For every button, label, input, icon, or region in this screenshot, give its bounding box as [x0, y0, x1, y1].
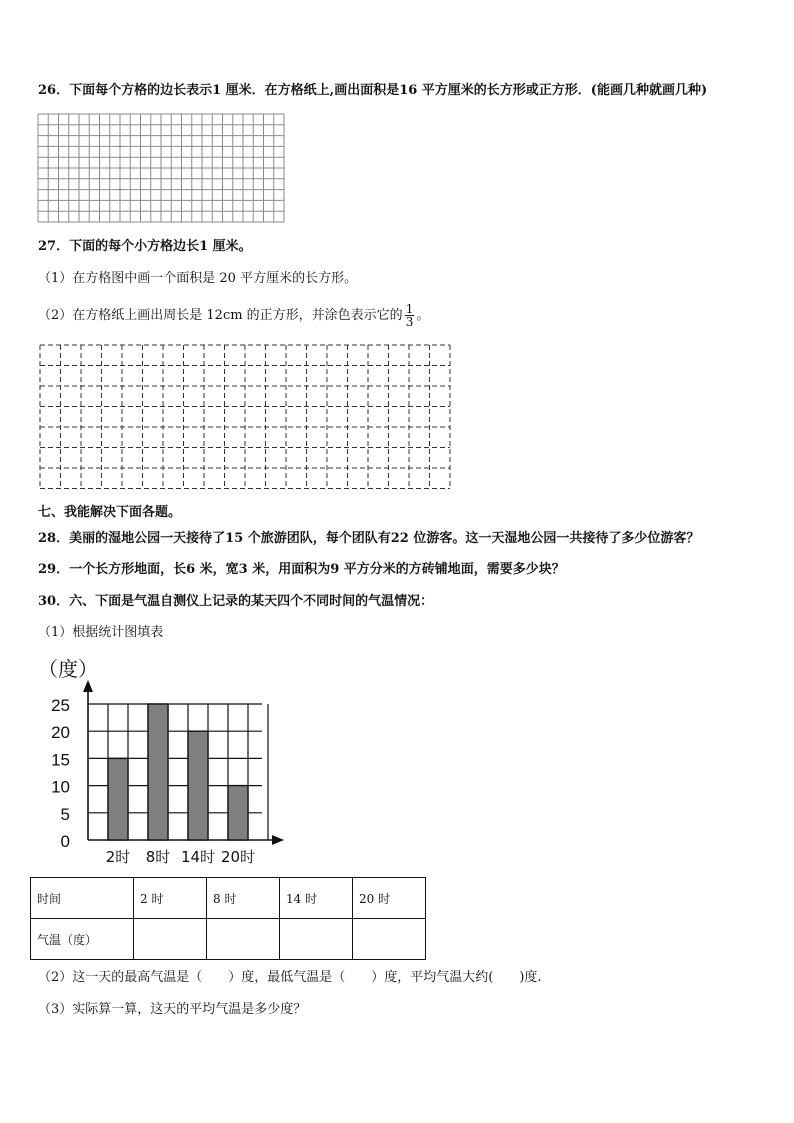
q27-part1: （1）在方格图中画一个面积是 20 平方厘米的长方形。 — [38, 271, 358, 286]
y-tick-label: 5 — [60, 804, 70, 824]
bar — [108, 758, 128, 840]
y-axis-label: （度） — [38, 657, 98, 681]
bar — [228, 786, 248, 840]
fraction-denominator: 3 — [405, 315, 414, 329]
table-label-temperature: 气温（度） — [31, 919, 134, 960]
table-header-2: 2 时 — [134, 878, 207, 919]
y-tick-label: 10 — [51, 777, 70, 797]
table-header-14: 14 时 — [280, 878, 353, 919]
q27-text: 27．下面的每个小方格边长1 厘米。 — [38, 239, 252, 254]
y-tick-label: 20 — [51, 723, 70, 743]
q28-text: 28．美丽的湿地公园一天接待了15 个旅游团队，每个团队有22 位游客。这一天湿地公园一共接待了多少位游客？ — [38, 531, 700, 546]
temperature-bar-chart — [30, 650, 290, 870]
fraction-one-third — [405, 303, 415, 328]
x-tick-label: 2时 — [105, 848, 131, 866]
table-row — [31, 878, 426, 919]
q30-text: 30．六、下面是气温自测仪上记录的某天四个不同时间的气温情况： — [38, 594, 434, 609]
table-input-20[interactable] — [353, 919, 426, 960]
grid-paper-26[interactable] — [38, 114, 286, 224]
grid-paper-27[interactable] — [40, 345, 454, 491]
x-tick-label: 8时 — [145, 848, 171, 866]
temperature-table — [30, 877, 426, 960]
y-axis-arrow-icon — [83, 680, 93, 692]
table-input-14[interactable] — [280, 919, 353, 960]
y-tick-label: 0 — [60, 832, 70, 851]
table-input-8[interactable] — [207, 919, 280, 960]
y-tick-label: 25 — [51, 696, 70, 715]
q30-part3: （3）实际算一算，这天的平均气温是多少度？ — [38, 1002, 307, 1017]
table-input-2[interactable] — [134, 919, 207, 960]
section-7-heading: 七、我能解决下面各题。 — [38, 505, 182, 520]
x-axis-arrow-icon — [272, 835, 284, 845]
q27-part2 — [38, 303, 429, 328]
x-tick-label: 20时 — [220, 848, 256, 866]
x-tick-label: 14时 — [180, 848, 216, 866]
table-label-time: 时间 — [31, 878, 134, 919]
bar — [148, 704, 168, 840]
q30-part1: （1）根据统计图填表 — [38, 625, 164, 640]
table-row — [31, 919, 426, 960]
q27-part2-text: （2）在方格纸上画出周长是 12cm 的正方形，并涂色表示它的 — [38, 308, 403, 323]
q27-part2-end: 。 — [416, 308, 430, 323]
fraction-numerator: 1 — [405, 302, 414, 316]
bar — [188, 731, 208, 840]
y-tick-label: 15 — [51, 750, 70, 770]
q30-part2: （2）这一天的最高气温是（ ）度，最低气温是（ ）度，平均气温大约( )度. — [38, 970, 542, 985]
q26-text: 26．下面每个方格的边长表示1 厘米．在方格纸上,画出面积是16 平方厘米的长方形或正方形．(能画几种就画几种) — [38, 83, 708, 98]
table-header-8: 8 时 — [207, 878, 280, 919]
q29-text: 29．一个长方形地面，长6 米，宽3 米，用面积为9 平方分米的方砖铺地面，需要多少块？ — [38, 562, 565, 577]
table-header-20: 20 时 — [353, 878, 426, 919]
